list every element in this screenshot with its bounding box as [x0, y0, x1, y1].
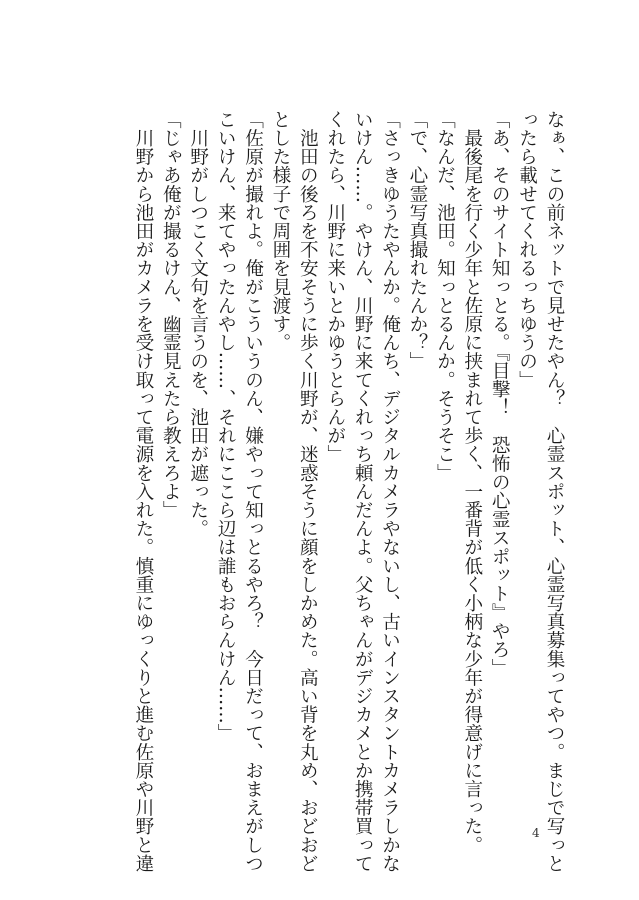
text-line: くれたら、川野に来いとかゆうとらんが」: [324, 110, 346, 464]
page-number: 4: [532, 826, 540, 840]
text-line: 「さっきゆうたやんか。俺んち、デジタルカメラやないし、古いインスタントカメラしかな: [379, 110, 401, 873]
text-line: 「なんだ、池田。知っとるんか。そうそこ」: [434, 110, 456, 482]
text-line: 川野から池田がカメラを受け取って電源を入れた。慎重にゆっくりと進む佐原や川野と違: [132, 110, 154, 873]
text-line: とした様子で周囲を見渡す。: [269, 110, 291, 352]
text-line: 川野がしつこく文句を言うのを、池田が遮った。: [187, 110, 209, 538]
text-line: 「あ、そのサイト知っとる。『目撃！ 恐怖の心霊スポット』やろ」: [489, 110, 511, 678]
text-line: こいけん、来てやったんやし……、それにここら辺は誰もおらんけん……」: [215, 110, 237, 743]
text-line: 「じゃあ俺が撮るけん、幽霊見えたら教えろよ」: [160, 110, 182, 520]
text-line: 「で、心霊写真撮れたんか？」: [406, 110, 428, 371]
text-line: ったら載せてくれるっちゆうの」: [516, 110, 538, 389]
text-line: 「佐原が撮れよ。俺がこういうのん、嫌やって知っとるやろ？ 今日だって、おまえがしつ: [242, 110, 264, 873]
text-line: 池田の後ろを不安そうに歩く川野が、迷惑そうに顔をしかめた。高い背を丸め、おどおど: [297, 110, 319, 873]
text-line: いけん……。やけん、川野に来てくれっち頼んだんよ。父ちゃんがデジカメとか携帯買って: [352, 110, 374, 873]
text-line: なぁ、この前ネットで見せたやん？ 心霊スポット、心霊写真募集ってやつ。まじで写っと: [544, 110, 565, 873]
body-text: [132, 110, 568, 873]
text-line: 最後尾を行く少年と佐原に挟まれて歩く、一番背が低く小柄な少年が得意げに言った。: [461, 110, 483, 854]
